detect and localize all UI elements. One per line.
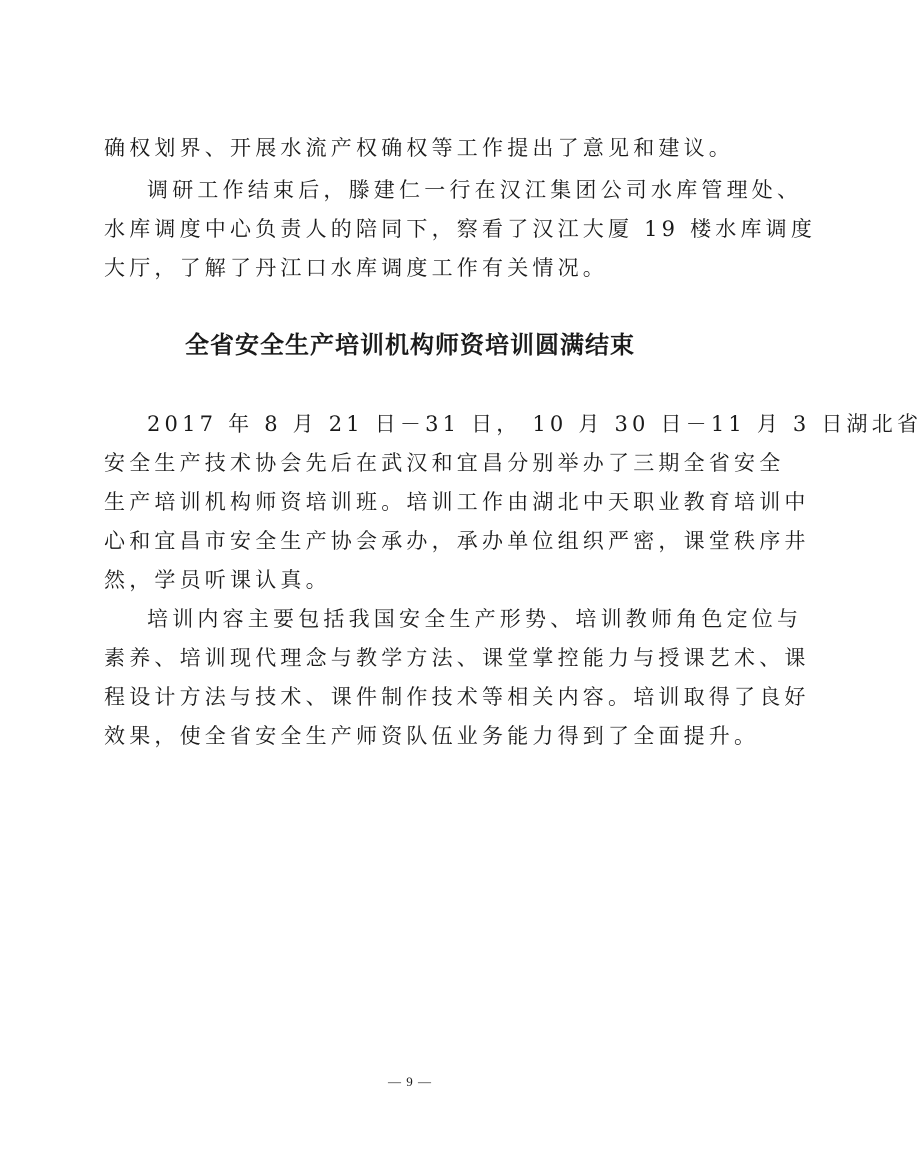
article-title: 全省安全生产培训机构师资培训圆满结束 xyxy=(185,331,635,359)
paragraph-first-line: 调研工作结束后，滕建仁一行在汉江集团公司水库管理处、 xyxy=(147,178,803,202)
body-text-line: 然，学员听课认真。 xyxy=(104,568,331,592)
body-text-line: 大厅，了解了丹江口水库调度工作有关情况。 xyxy=(104,256,608,280)
body-text-line: 素养、培训现代理念与教学方法、课堂掌控能力与授课艺术、课 xyxy=(104,646,810,670)
body-text-line: 安全生产技术协会先后在武汉和宜昌分别举办了三期全省安全 xyxy=(104,451,785,475)
paragraph-first-line: 培训内容主要包括我国安全生产形势、培训教师角色定位与 xyxy=(147,607,803,631)
body-text-line: 水库调度中心负责人的陪同下，察看了汉江大厦 19 楼水库调度 xyxy=(104,217,817,241)
body-text-line: 确权划界、开展水流产权确权等工作提出了意见和建议。 xyxy=(104,136,734,160)
body-text-line: 程设计方法与技术、课件制作技术等相关内容。培训取得了良好 xyxy=(104,685,810,709)
page-number: — 9 — xyxy=(388,1074,432,1089)
body-text-line: 效果，使全省安全生产师资队伍业务能力得到了全面提升。 xyxy=(104,724,760,748)
body-text-line: 生产培训机构师资培训班。培训工作由湖北中天职业教育培训中 xyxy=(104,490,810,514)
paragraph-first-line: 2017 年 8 月 21 日－31 日， 10 月 30 日－11 月 3 日湖北省 xyxy=(147,412,922,436)
body-text-line: 心和宜昌市安全生产协会承办，承办单位组织严密，课堂秩序井 xyxy=(104,529,810,553)
